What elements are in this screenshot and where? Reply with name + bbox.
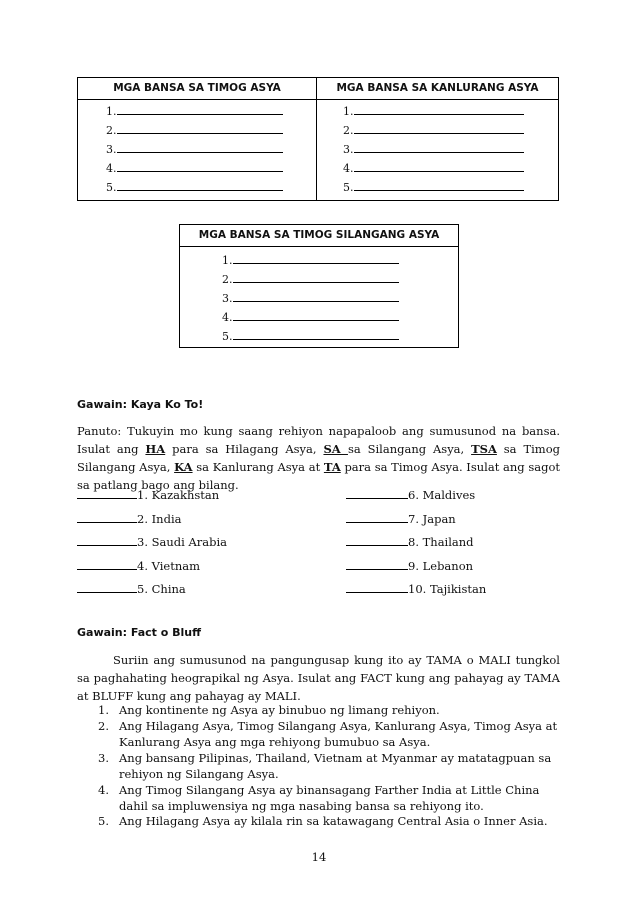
blank-list-timog-asya: [106, 102, 283, 197]
answer-list-right: [346, 486, 486, 604]
answer-item[interactable]: 3. Saudi Arabia: [77, 533, 227, 557]
blank-row[interactable]: 4.: [222, 308, 399, 327]
blank-row[interactable]: 3.: [106, 140, 283, 159]
answer-list-left: [77, 486, 227, 604]
blank-row[interactable]: 4.: [343, 159, 524, 178]
answer-item[interactable]: 7. Japan: [346, 510, 486, 534]
page-number: 14: [311, 850, 327, 864]
blank-row[interactable]: 2.: [222, 270, 399, 289]
answer-item[interactable]: 8. Thailand: [346, 533, 486, 557]
answer-item[interactable]: 9. Lebanon: [346, 557, 486, 581]
gawain-fact-o-bluff-title: Gawain: Fact o Bluff: [77, 626, 202, 639]
answer-item[interactable]: 1. Kazakhstan: [77, 486, 227, 510]
blank-row[interactable]: 5.: [343, 178, 524, 197]
statement-item: 1. Ang kontinente ng Asya ay binubuo ng limang rehiyon.: [98, 703, 440, 717]
blank-row[interactable]: 2.: [343, 121, 524, 140]
blank-row[interactable]: 1.: [343, 102, 524, 121]
header-timog-asya: MGA BANSA SA TIMOG ASYA: [113, 82, 281, 94]
header-divider: [180, 246, 458, 247]
blank-row[interactable]: 1.: [106, 102, 283, 121]
statement-list: [98, 703, 560, 828]
blank-list-timog-silangang-asya: [222, 251, 399, 346]
gawain-kaya-ko-to-title: Gawain: Kaya Ko To!: [77, 398, 204, 411]
fact-o-bluff-instructions: Suriin ang sumusunod na pangungusap kung ito ay TAMA o MALI tungkol sa paghahating heograpikal ng Asya. Isulat ang FACT kung ang pahayag ay TAMA at BLUFF kung ang pahayag ay MALI.: [77, 653, 560, 703]
answer-item[interactable]: 6. Maldives: [346, 486, 486, 510]
statement-item: 4. Ang Timog Silangang Asya ay binansagang Farther India at Little China dahil sa impluwensiya ng mga nasabing bansa sa rehiyong ito.: [98, 783, 540, 813]
answer-item[interactable]: 4. Vietnam: [77, 557, 227, 581]
header-timog-silangang-asya: MGA BANSA SA TIMOG SILANGANG ASYA: [198, 229, 440, 241]
header-kanlurang-asya: MGA BANSA SA KANLURANG ASYA: [336, 82, 539, 94]
answer-item[interactable]: 5. China: [77, 580, 227, 604]
header-divider: [78, 99, 558, 100]
column-divider: [316, 78, 317, 201]
blank-row[interactable]: 3.: [222, 289, 399, 308]
statement-item: 3. Ang bansang Pilipinas, Thailand, Vietnam at Myanmar ay matatagpuan sa rehiyon ng Silangang Asya.: [98, 751, 552, 781]
blank-row[interactable]: 5.: [222, 327, 399, 346]
regions-table-southeast: [179, 224, 459, 348]
blank-row[interactable]: 2.: [106, 121, 283, 140]
statement-item: 2. Ang Hilagang Asya, Timog Silangang Asya, Kanlurang Asya, Timog Asya at Kanlurang Asya ang mga rehiyong bumubuo sa Asya.: [98, 719, 558, 749]
blank-list-kanlurang-asya: [343, 102, 524, 197]
answer-item[interactable]: 2. India: [77, 510, 227, 534]
regions-table-top: [77, 77, 559, 201]
blank-row[interactable]: 4.: [106, 159, 283, 178]
statement-item: 5. Ang Hilagang Asya ay kilala rin sa katawagang Central Asia o Inner Asia.: [98, 814, 548, 828]
answer-item[interactable]: 10. Tajikistan: [346, 580, 486, 604]
blank-row[interactable]: 5.: [106, 178, 283, 197]
gawain-kaya-ko-to-instructions: Panuto: Tukuyin mo kung saang rehiyon napapaloob ang sumusunod na bansa. Isulat ang HA para sa Hilagang Asya, SA sa Silangang Asya, TSA sa Timog Silangang Asya, KA sa Kanlurang Asya at TA para sa Timog Asya. Isulat ang sagot sa patlang bago ang bilang.: [77, 424, 560, 492]
blank-row[interactable]: 1.: [222, 251, 399, 270]
blank-row[interactable]: 3.: [343, 140, 524, 159]
